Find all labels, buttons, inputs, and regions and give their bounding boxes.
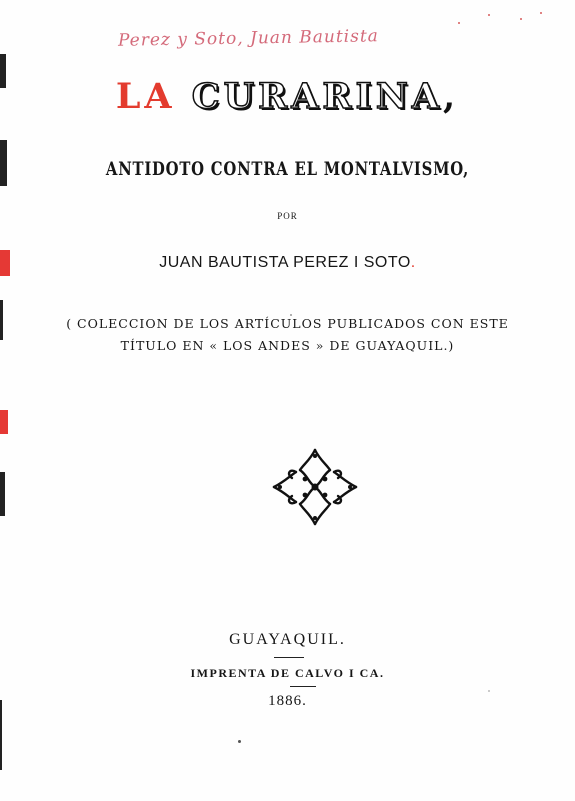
title-article: LA: [115, 76, 176, 117]
scan-speck: [540, 12, 542, 14]
ornamental-fleuron-icon: [270, 446, 360, 528]
scan-edge-mark: [0, 140, 7, 186]
book-title: [0, 76, 575, 117]
collection-note-line-2: TÍTULO EN « LOS ANDES » DE GUAYAQUIL.): [120, 338, 455, 353]
handwritten-note: Perez y Soto, Juan Bautista: [117, 26, 380, 51]
scan-speck: [488, 690, 490, 692]
author-main: JUAN BAUTISTA PEREZ I SOTO: [159, 254, 411, 271]
imprint-rule: [274, 657, 304, 658]
scan-edge-mark: [0, 410, 8, 434]
author-name: [0, 254, 575, 272]
scan-speck: [238, 740, 241, 743]
imprint-rule: [290, 686, 316, 687]
scan-speck: [488, 14, 490, 16]
scan-speck: [520, 18, 522, 20]
scan-edge-mark: [0, 472, 5, 516]
imprint-press: IMPRENTA DE CALVO I CA.: [190, 666, 385, 680]
scan-speck: [458, 22, 460, 24]
scan-speck: [290, 314, 292, 316]
scan-edge-mark: [0, 700, 2, 770]
imprint-city: GUAYAQUIL.: [229, 631, 346, 648]
title-main: CURARINA: [191, 76, 443, 117]
byline-label: POR: [277, 211, 298, 221]
collection-note-line-1: ( COLECCION DE LOS ARTÍCULOS PUBLICADOS CON ESTE: [66, 316, 509, 331]
imprint-year: 1886.: [268, 693, 307, 709]
book-subtitle: ANTIDOTO CONTRA EL MONTALVISMO,: [105, 158, 470, 180]
author-tail: .: [410, 254, 416, 271]
title-comma: ,: [443, 76, 460, 117]
